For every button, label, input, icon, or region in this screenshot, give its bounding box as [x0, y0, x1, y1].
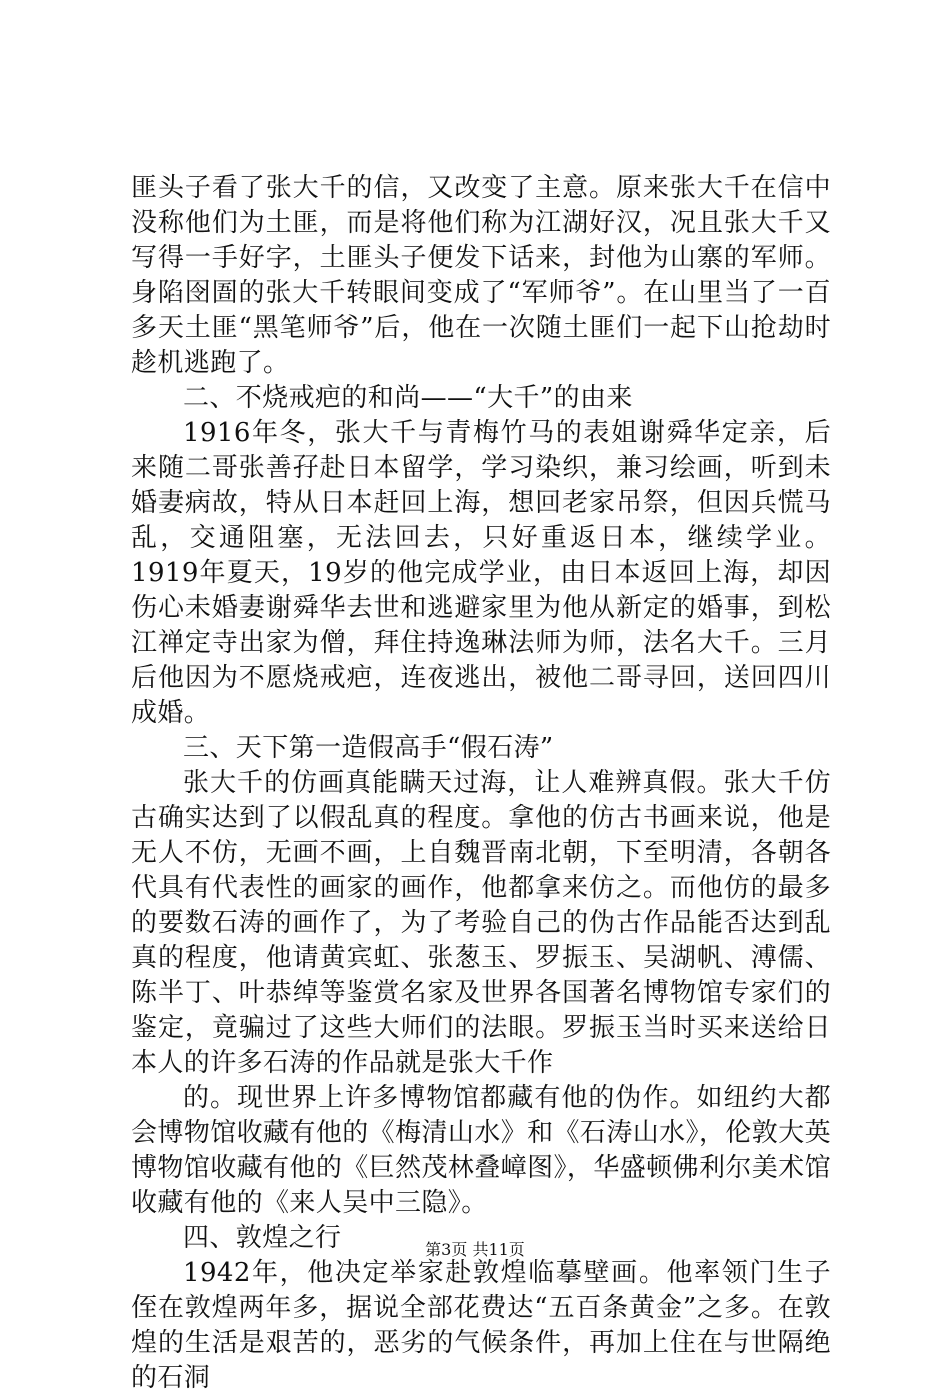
section-heading-4: 四、敦煌之行 — [183, 1223, 342, 1253]
paragraph-4: 的。现世界上许多博物馆都藏有他的伪作。如纽约大都会博物馆收藏有他的《梅清山水》和《石涛山水》，伦敦大英博物馆收藏有他的《巨然茂林叠嶂图》，华盛顿佛利尔美术馆收藏有他的《来人吴中三隐》。 — [131, 1083, 831, 1218]
section-heading-2: 二、不烧戒疤的和尚——“大千”的由来 — [183, 383, 633, 413]
paragraph-5: 1942年，他决定举家赴敦煌临摹壁画。他率领门生子侄在敦煌两年多，据说全部花费达“五百条黄金”之多。在敦煌的生活是艰苦的，恶劣的气候条件，再加上住在与世隔绝的石洞 — [131, 1258, 831, 1393]
page-footer: 第3页 共11页 — [425, 1240, 525, 1259]
paragraph-2: 1916年冬，张大千与青梅竹马的表姐谢舜华定亲，后来随二哥张善孖赴日本留学，学习染织，兼习绘画，听到未婚妻病故，特从日本赶回上海，想回老家吊祭，但因兵慌马乱，交通阻塞，无法回去，只好重返日本，继续学业。1919年夏天，19岁的他完成学业，由日本返回上海，却因伤心未婚妻谢舜华去世和逃避家里为他从新定的婚事，到松江禅定寺出家为僧，拜住持逸琳法师为师，法名大千。三月后他因为不愿烧戒疤，连夜逃出，被他二哥寻回，送回四川成婚。 — [131, 418, 831, 728]
paragraph-1: 匪头子看了张大千的信，又改变了主意。原来张大千在信中没称他们为土匪，而是将他们称为江湖好汉，况且张大千又写得一手好字，土匪头子便发下话来，封他为山寨的军师。身陷囹圄的张大千转眼间变成了“军师爷”。在山里当了一百多天土匪“黑笔师爷”后，他在一次随土匪们一起下山抢劫时趁机逃跑了。 — [131, 173, 831, 378]
paragraph-3: 张大千的仿画真能瞒天过海，让人难辨真假。张大千仿古确实达到了以假乱真的程度。拿他的仿古书画来说，他是无人不仿，无画不画，上自魏晋南北朝，下至明清，各朝各代具有代表性的画家的画作，他都拿来仿之。而他仿的最多的要数石涛的画作了，为了考验自己的伪古作品能否达到乱真的程度，他请黄宾虹、张葱玉、罗振玉、吴湖帆、溥儒、陈半丁、叶恭绰等鉴赏名家及世界各国著名博物馆专家们的鉴定，竟骗过了这些大师们的法眼。罗振玉当时买来送给日本人的许多石涛的作品就是张大千作 — [131, 768, 831, 1078]
section-heading-3: 三、天下第一造假高手“假石涛” — [183, 733, 554, 763]
body-text — [131, 171, 831, 1396]
